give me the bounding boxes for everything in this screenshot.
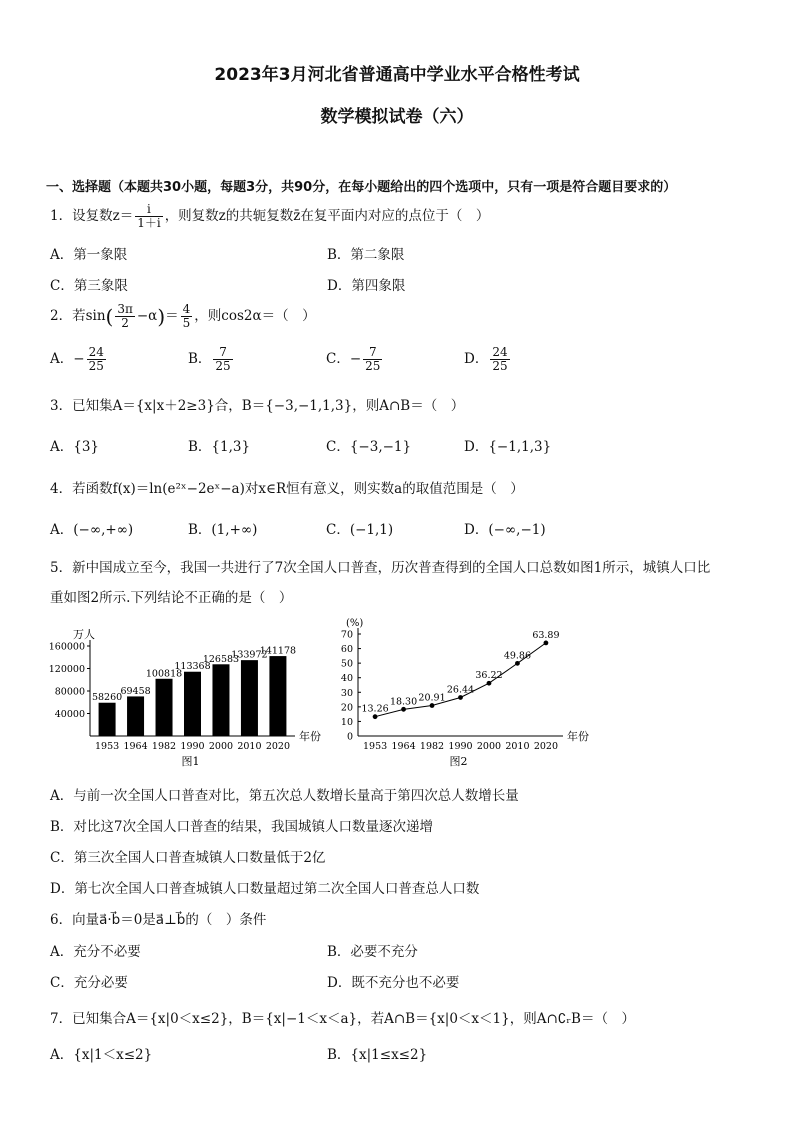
bar-value-label: 126583 bbox=[202, 653, 240, 665]
question-7: 7．已知集合A＝{x|0＜x≤2}，B＝{x|−1＜x＜a}，若A∩B＝{x|0＜x＜1}，则A∩∁ᵣB＝（ ） bbox=[50, 1011, 635, 1027]
q2-eq: ＝ bbox=[165, 308, 179, 325]
bar bbox=[213, 665, 229, 736]
q5-option-d: D．第七次全国人口普查城镇人口数量超过第二次全国人口普查总人口数 bbox=[50, 881, 480, 897]
bar-value-label: 69458 bbox=[120, 685, 151, 697]
q1-suffix: ，则复数z的共轭复数z̄在复平面内对应的点位于（ ） bbox=[164, 208, 490, 225]
bar-value-label: 100818 bbox=[145, 668, 183, 680]
bar bbox=[156, 679, 172, 736]
question-3: 3．已知集A＝{x|x＋2≥3}合，B＝{−3,−1,1,3}，则A∩B＝（ ） bbox=[50, 398, 465, 414]
q5-option-a: A．与前一次全国人口普查对比，第五次总人数增长量高于第四次总人数增长量 bbox=[50, 788, 519, 804]
data-point bbox=[515, 661, 520, 666]
bar-value-label: 141178 bbox=[259, 645, 297, 657]
q6-option-c: C．充分必要 bbox=[50, 975, 128, 991]
q2-rhs-fraction bbox=[181, 303, 193, 330]
q2-d-den: 25 bbox=[492, 359, 508, 374]
x-tick-label: 1964 bbox=[391, 741, 416, 752]
q7-option-b: B．{x|1≤x≤2} bbox=[327, 1047, 428, 1063]
y-tick-label: 40 bbox=[340, 673, 353, 685]
question-4: 4．若函数f(x)＝ln(e²ˣ−2eˣ−a)对x∈R恒有意义，则实数a的取值范围是（ ） bbox=[50, 481, 524, 497]
q3-option-a: A．{3} bbox=[50, 439, 100, 455]
x-tick-label: 2000 bbox=[476, 741, 502, 752]
q2-b-den: 25 bbox=[215, 359, 231, 374]
q6-option-a: A．充分不必要 bbox=[50, 944, 141, 960]
x-axis-label: 年份 bbox=[299, 730, 321, 743]
y-tick-label: 80000 bbox=[54, 686, 85, 698]
data-label: 13.26 bbox=[361, 703, 389, 715]
question-5-line2: 重如图2所示.下列结论不正确的是（ ） bbox=[50, 590, 293, 606]
q2-c-den: 25 bbox=[365, 359, 381, 374]
bar bbox=[99, 703, 115, 736]
x-tick-label: 1990 bbox=[448, 741, 473, 752]
bar-value-label: 58260 bbox=[91, 692, 123, 704]
y-tick-label: 20 bbox=[340, 702, 353, 714]
q7-option-a: A．{x|1＜x≤2} bbox=[50, 1047, 153, 1063]
question-6: 6．向量a⃗·b⃗＝0是a⃗⊥b⃗的（ ）条件 bbox=[50, 912, 267, 928]
q1-frac-den: 1＋i bbox=[137, 216, 161, 231]
q5-option-c: C．第三次全国人口普查城镇人口数量低于2亿 bbox=[50, 850, 326, 866]
x-tick-label: 1953 bbox=[362, 741, 388, 752]
q2-c-num: 7 bbox=[363, 346, 382, 360]
q2-inner-suffix: −α bbox=[136, 308, 158, 325]
y-tick-label: 60 bbox=[340, 644, 353, 656]
q2-a-label: A． bbox=[50, 351, 74, 368]
q2-option-b bbox=[188, 346, 235, 373]
q1-option-c: C．第三象限 bbox=[50, 278, 128, 294]
bar bbox=[185, 672, 201, 736]
q1-prefix: 1．设复数z＝ bbox=[50, 208, 134, 225]
q6-option-d: D．既不充分也不必要 bbox=[327, 975, 460, 991]
data-label: 49.86 bbox=[503, 650, 532, 662]
x-tick-label: 1982 bbox=[151, 741, 177, 752]
x-tick-label: 1982 bbox=[419, 741, 445, 752]
x-tick-label: 2010 bbox=[505, 741, 530, 752]
q2-b-label: B． bbox=[188, 351, 212, 368]
x-tick-label: 2000 bbox=[208, 741, 234, 752]
x-tick-label: 1990 bbox=[180, 741, 205, 752]
q4-option-d: D．(−∞,−1) bbox=[464, 522, 546, 538]
data-label: 63.89 bbox=[532, 629, 560, 641]
q3-option-c: C．{−3,−1} bbox=[326, 439, 412, 455]
q2-c-sign: − bbox=[349, 351, 362, 368]
q4-option-a: A．(−∞,+∞) bbox=[50, 522, 134, 538]
q2-prefix: 2．若sin bbox=[50, 308, 106, 325]
q2-inner-den: 2 bbox=[121, 316, 129, 331]
q2-d-label: D． bbox=[464, 351, 489, 368]
section-heading: 一、选择题（本题共30小题，每题3分，共90分，在每小题给出的四个选项中，只有一项是符合题目要求的） bbox=[46, 180, 677, 195]
question-1 bbox=[50, 203, 489, 230]
x-tick-label: 1953 bbox=[94, 741, 120, 752]
q1-frac-num: i bbox=[135, 203, 162, 217]
q2-b-num: 7 bbox=[213, 346, 232, 360]
q4-option-b: B．(1,+∞) bbox=[188, 522, 258, 538]
data-point bbox=[458, 695, 463, 700]
q2-option-d bbox=[464, 346, 512, 373]
bar-value-label: 133972 bbox=[231, 649, 268, 661]
q5-option-b: B．对比这7次全国人口普查的结果，我国城镇人口数量逐次递增 bbox=[50, 819, 434, 835]
q1-option-b: B．第二象限 bbox=[327, 247, 405, 263]
q2-rhs-den: 5 bbox=[182, 316, 191, 331]
x-tick-label: 2020 bbox=[533, 741, 559, 752]
y-axis-label: (%) bbox=[346, 618, 364, 629]
data-point bbox=[544, 641, 549, 646]
y-tick-label: 120000 bbox=[48, 664, 85, 675]
y-tick-label: 10 bbox=[340, 716, 353, 728]
y-tick-label: 160000 bbox=[48, 641, 85, 653]
x-tick-label: 2010 bbox=[237, 741, 262, 752]
question-2: 2．若sin( $\frac{3\pi}{2}$ −α)＝ $\frac{4}{5}$ ，则cos2α＝（ ） bbox=[50, 302, 316, 331]
q2-option-a bbox=[50, 346, 108, 373]
data-point bbox=[401, 707, 406, 712]
x-axis-label: 年份 bbox=[567, 730, 589, 743]
q6-option-b: B．必要不充分 bbox=[327, 944, 418, 960]
bar-value-label: 113368 bbox=[174, 661, 211, 673]
y-axis-label: 万人 bbox=[73, 628, 95, 641]
bar bbox=[270, 657, 286, 736]
q1-fraction bbox=[135, 203, 162, 230]
y-tick-label: 50 bbox=[340, 658, 353, 670]
data-point bbox=[430, 703, 435, 708]
q2-c-label: C． bbox=[326, 351, 350, 368]
q1-option-a: A．第一象限 bbox=[50, 247, 128, 263]
q2-inner-fraction bbox=[115, 303, 135, 330]
data-label: 20.91 bbox=[418, 692, 446, 704]
q4-option-c: C．(−1,1) bbox=[326, 522, 394, 538]
q2-option-c bbox=[326, 346, 384, 373]
data-label: 26.44 bbox=[446, 684, 475, 696]
q2-a-sign: − bbox=[73, 351, 85, 368]
q2-inner-num: 3π bbox=[117, 302, 133, 316]
data-label: 18.30 bbox=[389, 696, 418, 708]
y-tick-label: 30 bbox=[340, 687, 353, 699]
y-tick-label: 0 bbox=[346, 731, 353, 743]
figure-2-line-chart bbox=[330, 618, 610, 773]
q2-a-num: 24 bbox=[88, 345, 104, 359]
x-tick-label: 2020 bbox=[265, 741, 291, 752]
exam-subtitle: 数学模拟试卷（六） bbox=[320, 107, 474, 127]
x-tick-label: 1964 bbox=[123, 741, 148, 752]
data-point bbox=[373, 714, 378, 719]
q2-a-den: 25 bbox=[88, 359, 104, 374]
bar bbox=[241, 661, 257, 736]
data-label: 36.22 bbox=[475, 670, 503, 682]
y-tick-label: 70 bbox=[340, 629, 353, 641]
q3-option-b: B．{1,3} bbox=[188, 439, 251, 455]
q2-suffix: ，则cos2α＝（ ） bbox=[194, 308, 316, 325]
figure-caption: 图1 bbox=[181, 755, 200, 768]
q2-rhs-num: 4 bbox=[182, 302, 191, 316]
q1-option-d: D．第四象限 bbox=[327, 278, 406, 294]
figure-1-bar-chart bbox=[40, 618, 330, 773]
data-point bbox=[487, 681, 492, 686]
question-5-line1: 5．新中国成立至今，我国一共进行了7次全国人口普查，历次普查得到的全国人口总数如图1所示，城镇人口比 bbox=[50, 560, 711, 576]
q2-d-num: 24 bbox=[492, 345, 508, 359]
q3-option-d: D．{−1,1,3} bbox=[464, 439, 552, 455]
y-tick-label: 40000 bbox=[54, 709, 85, 720]
bar bbox=[128, 697, 144, 736]
figure-caption: 图2 bbox=[449, 755, 468, 768]
exam-title: 2023年3月河北省普通高中学业水平合格性考试 bbox=[214, 65, 580, 85]
